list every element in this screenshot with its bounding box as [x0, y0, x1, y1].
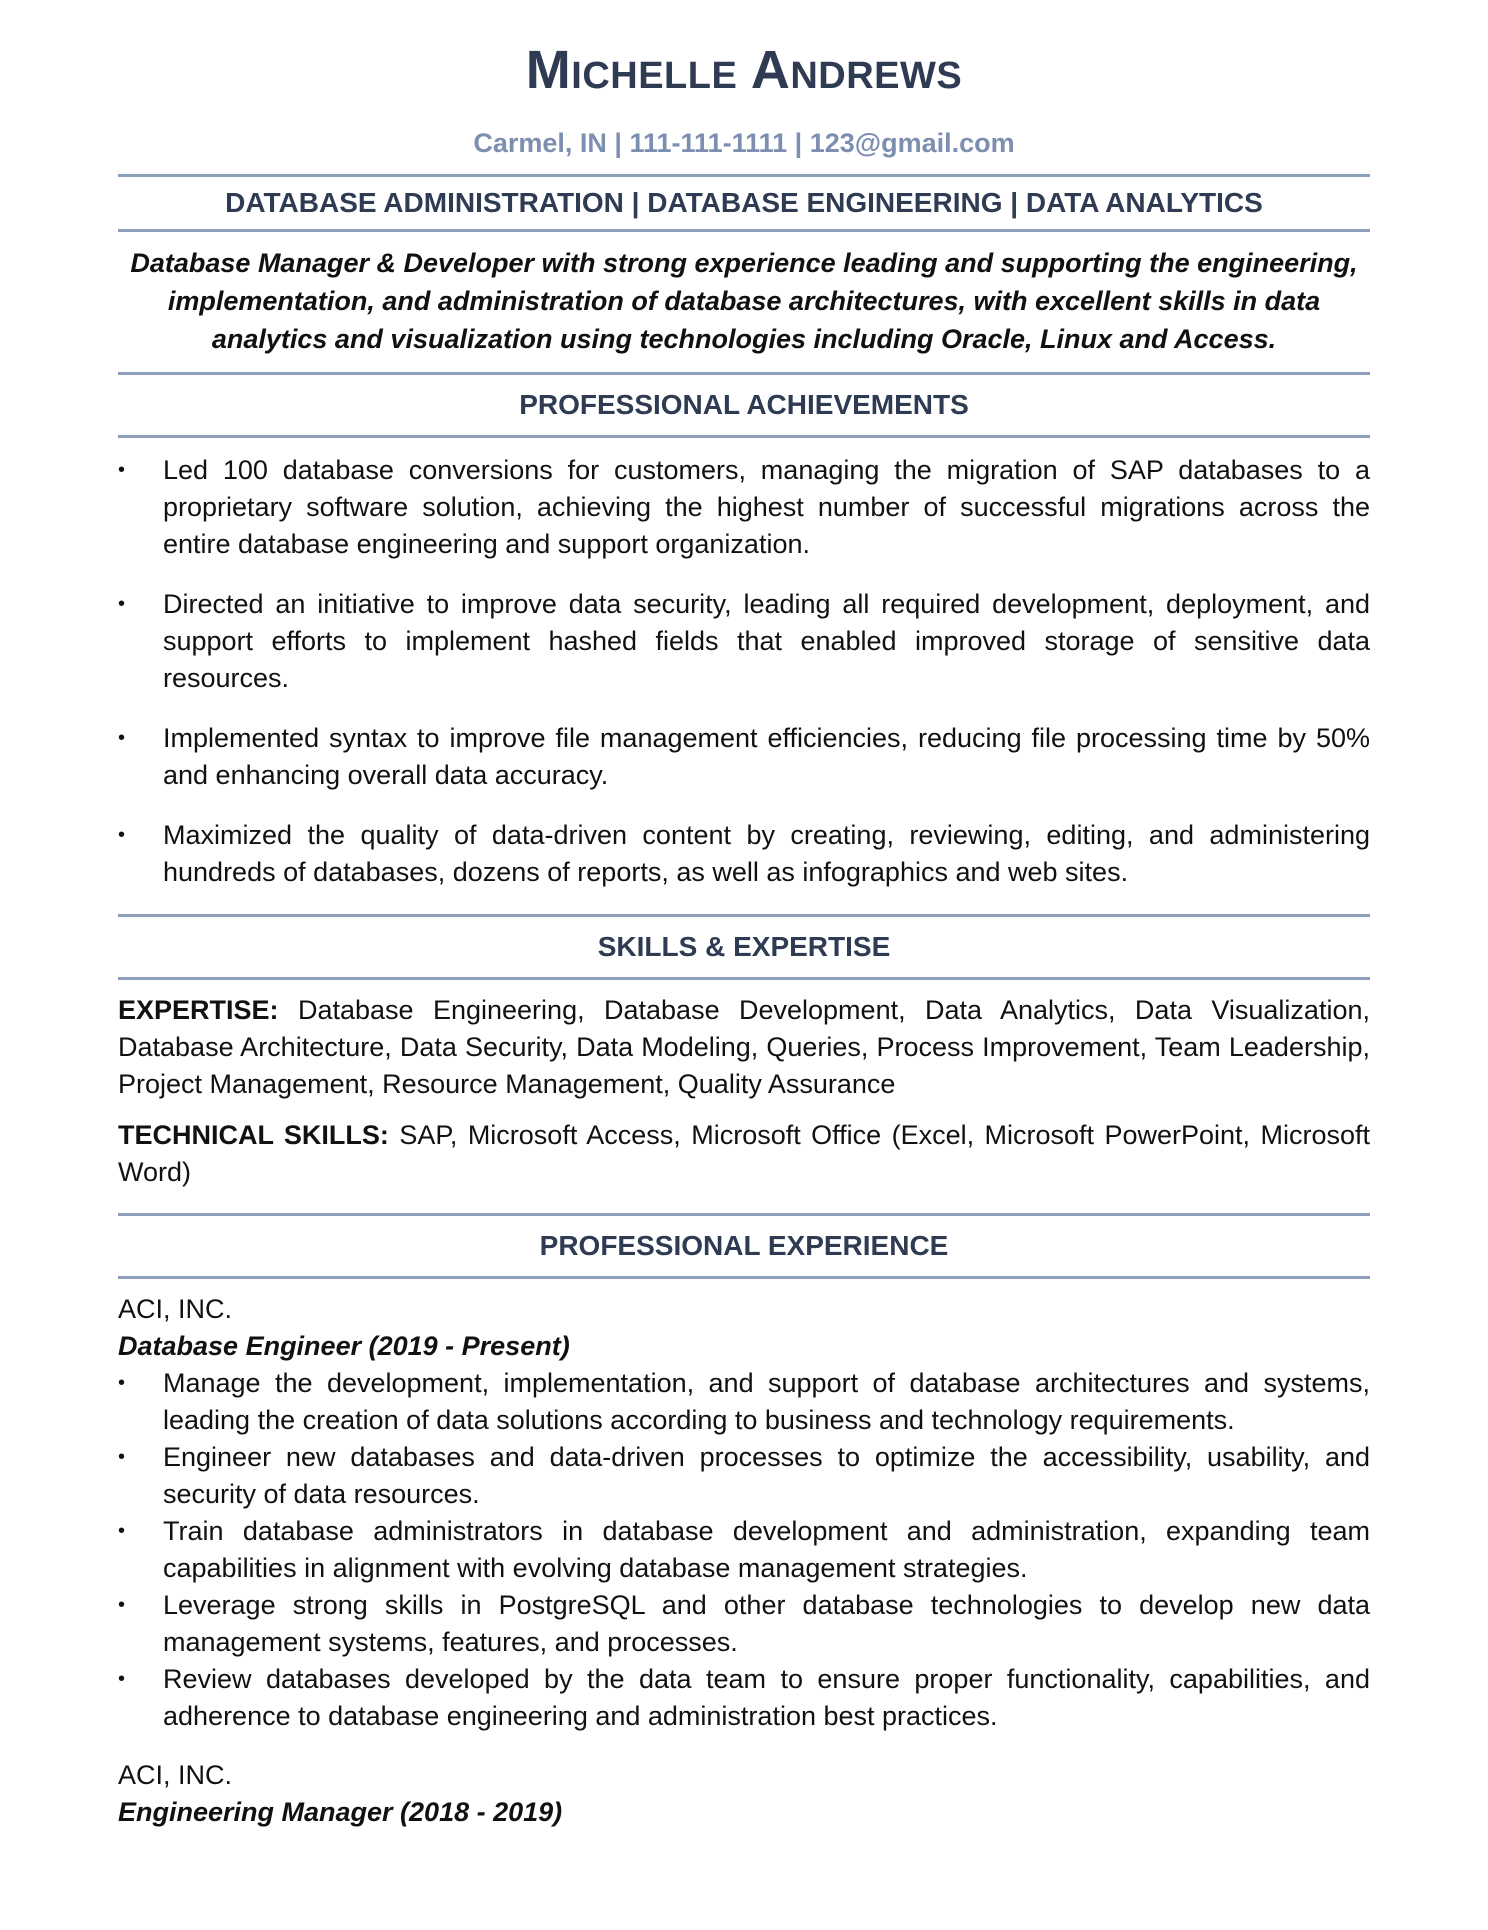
section-title-achievements: PROFESSIONAL ACHIEVEMENTS	[519, 389, 969, 420]
technical-skills-label: TECHNICAL SKILLS:	[118, 1120, 389, 1150]
list-item: • Directed an initiative to improve data security, leading all required development, deployment, and support efforts to implement hashed fields that enabled improved storage of sensitive data resources.	[118, 586, 1370, 697]
job-role: Database Engineer (2019 - Present)	[118, 1331, 570, 1361]
expertise-paragraph	[118, 992, 1370, 1103]
list-item: • Train database administrators in database development and administration, expanding team capabilities in alignment with evolving database management strategies.	[118, 1513, 1370, 1587]
job-role: Engineering Manager (2018 - 2019)	[118, 1797, 563, 1827]
list-item: • Leverage strong skills in PostgreSQL and other database technologies to develop new data management systems, features, and processes.	[118, 1587, 1370, 1661]
expertise-label: EXPERTISE:	[118, 995, 279, 1025]
divider	[118, 435, 1370, 438]
list-item: • Engineer new databases and data-driven processes to optimize the accessibility, usability, and security of data resources.	[118, 1439, 1370, 1513]
list-item: • Review databases developed by the data team to ensure proper functionality, capabilities, and adherence to database engineering and administration best practices.	[118, 1661, 1370, 1735]
list-item: • Led 100 database conversions for customers, managing the migration of SAP databases to a proprietary software solution, achieving the highest number of successful migrations across the entire database engineering and support organization.	[118, 452, 1370, 563]
job-company: ACI, INC.	[118, 1294, 233, 1324]
divider	[118, 1276, 1370, 1279]
section-title-skills: SKILLS & EXPERTISE	[597, 931, 891, 962]
technical-skills-text: SAP, Microsoft Access, Microsoft Office (Excel, Microsoft PowerPoint, Microsoft Word)	[118, 1120, 1370, 1187]
headline: DATABASE ADMINISTRATION | DATABASE ENGINEERING | DATA ANALYTICS	[225, 187, 1263, 218]
list-item: • Implemented syntax to improve file management efficiencies, reducing file processing time by 50% and enhancing overall data accuracy.	[118, 720, 1370, 794]
list-item: • Maximized the quality of data-driven content by creating, reviewing, editing, and administering hundreds of databases, dozens of reports, as well as infographics and web sites.	[118, 817, 1370, 891]
achievements-list	[118, 452, 1370, 891]
job-company: ACI, INC.	[118, 1760, 233, 1790]
list-item: • Manage the development, implementation, and support of database architectures and systems, leading the creation of data solutions according to business and technology requirements.	[118, 1365, 1370, 1439]
section-title-experience: PROFESSIONAL EXPERIENCE	[539, 1230, 949, 1261]
contact-line: Carmel, IN | 111-111-1111 | 123@gmail.com	[473, 128, 1015, 158]
resume-page	[118, 0, 1370, 1831]
divider	[118, 977, 1370, 980]
candidate-name: Michelle Andrews	[525, 40, 963, 100]
technical-skills-paragraph	[118, 1117, 1370, 1191]
summary-paragraph: Database Manager & Developer with strong experience leading and supporting the engineering, implementation, and administration of database architectures, with excellent skills in data analytics and visualization using technologies including Oracle, Linux and Access.	[130, 248, 1358, 354]
expertise-text: Database Engineering, Database Development, Data Analytics, Data Visualization, Database Architecture, Data Security, Data Modeling, Queries, Process Improvement, Team Leadership, Project Management, Resource Management, Quality Assurance	[118, 995, 1370, 1099]
job-bullets	[118, 1365, 1370, 1735]
